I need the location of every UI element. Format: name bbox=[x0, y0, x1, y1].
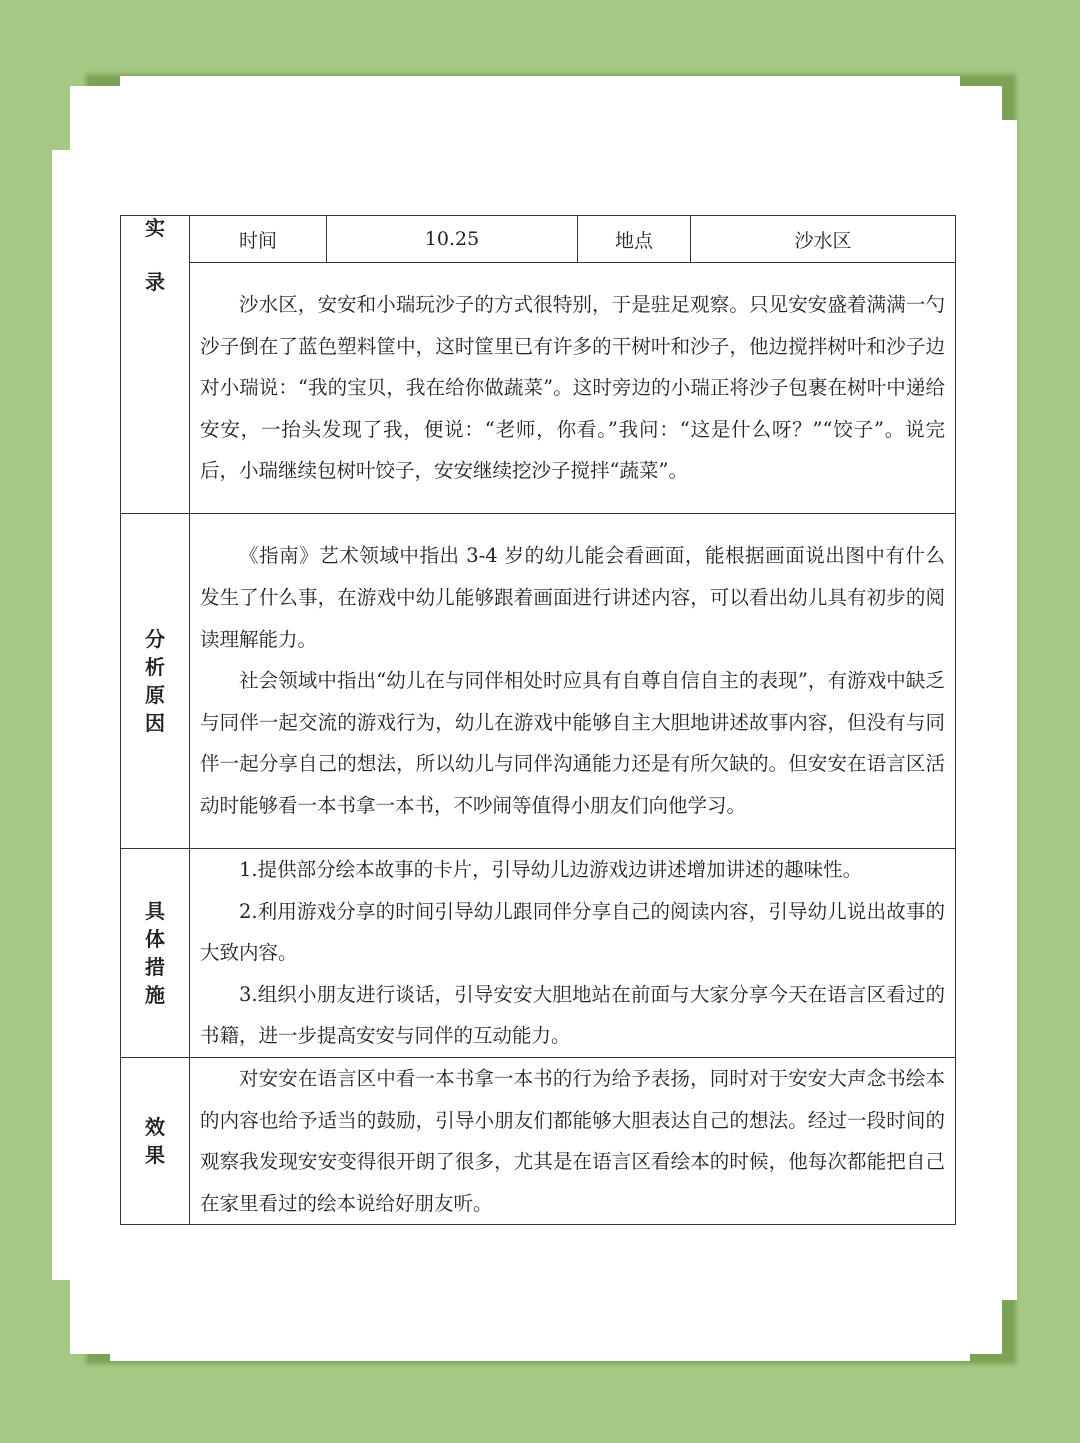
row-label-effect bbox=[121, 1057, 190, 1224]
time-value: 10.25 bbox=[327, 216, 578, 263]
measures-row bbox=[121, 849, 956, 1058]
time-label: 时间 bbox=[190, 216, 327, 263]
row-label-char: 果 bbox=[145, 1143, 165, 1168]
effect-content bbox=[190, 1057, 956, 1224]
row-label-measures bbox=[121, 849, 190, 1058]
row-label-char: 效 bbox=[145, 1115, 165, 1140]
analysis-paragraph: 《指南》艺术领域中指出 3-4 岁的幼儿能会看画面，能根据画面说出图中有什么发生了什么事，在游戏中幼儿能够跟着画面进行讲述内容，可以看出幼儿具有初步的阅读理解能力。 bbox=[200, 544, 945, 651]
row-label-analysis bbox=[121, 514, 190, 849]
record-content bbox=[190, 263, 956, 514]
row-label-char: 原 bbox=[145, 683, 165, 707]
row-label-char: 因 bbox=[145, 711, 165, 735]
effect-paragraph: 对安安在语言区中看一本书拿一本书的行为给予表扬，同时对于安安大声念书绘本的内容也给予适当的鼓励，引导小朋友们都能够大胆表达自己的想法。经过一段时间的观察我发现安安变得很开朗了很多，尤其是在语言区看绘本的时候，他每次都能把自己在家里看过的绘本说给好朋友听。 bbox=[200, 1066, 945, 1215]
row-label-char: 体 bbox=[145, 926, 165, 951]
measures-content bbox=[190, 849, 956, 1058]
record-paragraph: 沙水区，安安和小瑞玩沙子的方式很特别，于是驻足观察。只见安安盛着满满一勺沙子倒在了蓝色塑料筐中，这时筐里已有许多的干树叶和沙子，他边搅拌树叶和沙子边对小瑞说：“我的宝贝，我在给你做蔬菜”。这时旁边的小瑞正将沙子包裹在树叶中递给安安，一抬头发现了我，便说：“老师，你看。”我问：“这是什么呀？”“饺子”。说完后，小瑞继续包树叶饺子，安安继续挖沙子搅拌“蔬菜”。 bbox=[200, 293, 945, 483]
analysis-row bbox=[121, 514, 956, 849]
observation-record-table bbox=[120, 215, 956, 1225]
place-value: 沙水区 bbox=[691, 216, 956, 263]
measure-item: 3.组织小朋友进行谈话，引导安安大胆地站在前面与大家分享今天在语言区看过的书籍，进一步提高安安与同伴的互动能力。 bbox=[200, 982, 945, 1048]
analysis-paragraph: 社会领域中指出“幼儿在与同伴相处时应具有自尊自信自主的表现”，有游戏中缺乏与同伴一起交流的游戏行为，幼儿在游戏中能够自主大胆地讲述故事内容，但没有与同伴一起分享自己的想法，所以幼儿与同伴沟通能力还是有所欠缺的。但安安在语言区活动时能够看一本书拿一本书，不吵闹等值得小朋友们向他学习。 bbox=[200, 669, 945, 817]
record-row bbox=[121, 263, 956, 514]
row-label-char: 施 bbox=[145, 982, 165, 1007]
measure-item: 2.利用游戏分享的时间引导幼儿跟同伴分享自己的阅读内容，引导幼儿说出故事的大致内容。 bbox=[200, 899, 945, 965]
header-row bbox=[121, 216, 956, 263]
row-label-record bbox=[121, 216, 190, 514]
place-label: 地点 bbox=[578, 216, 691, 263]
measure-item: 1.提供部分绘本故事的卡片，引导幼儿边游戏边讲述增加讲述的趣味性。 bbox=[239, 858, 863, 881]
row-label-char: 析 bbox=[145, 655, 165, 679]
paper-edge bbox=[120, 76, 960, 96]
effect-row bbox=[121, 1057, 956, 1224]
paper-edge bbox=[52, 150, 82, 1280]
row-label-char: 措 bbox=[145, 954, 165, 979]
paper-edge bbox=[995, 120, 1017, 1300]
row-label-char: 分 bbox=[145, 627, 165, 651]
row-label-char: 实 bbox=[145, 216, 165, 240]
paper-edge bbox=[110, 1345, 970, 1361]
row-label-char: 录 bbox=[145, 270, 165, 294]
row-label-char: 具 bbox=[145, 898, 165, 923]
analysis-content bbox=[190, 514, 956, 849]
